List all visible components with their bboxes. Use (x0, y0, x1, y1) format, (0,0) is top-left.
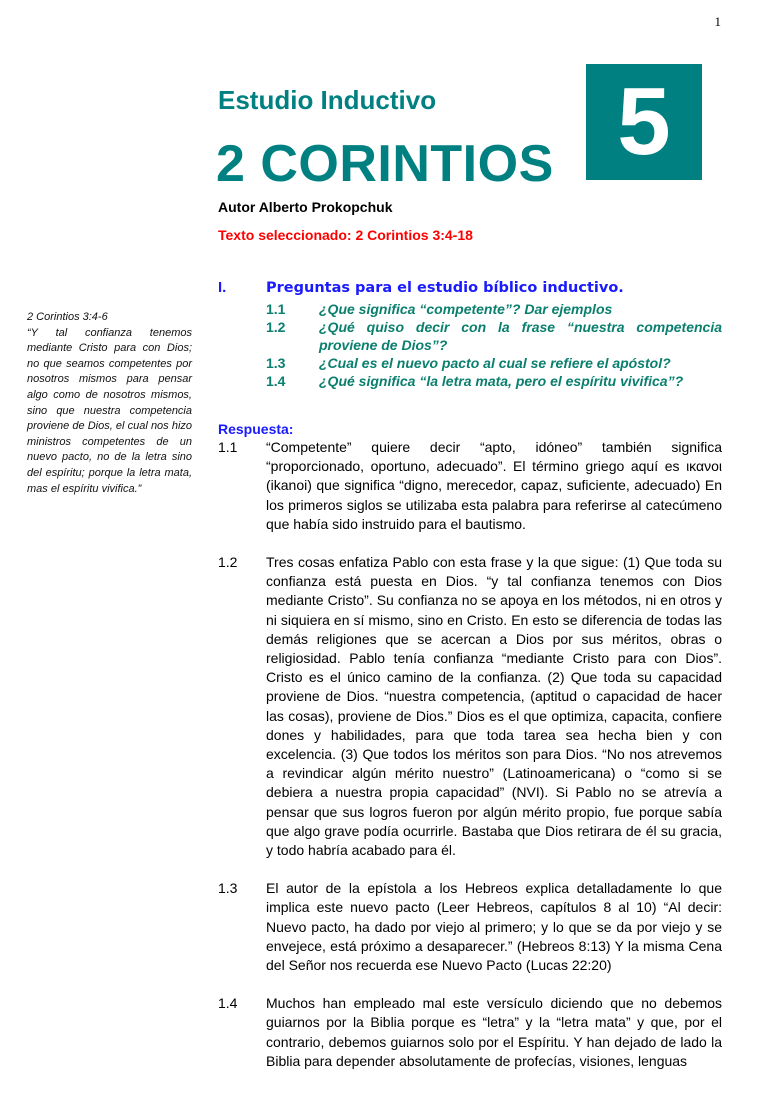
page-number: 1 (714, 14, 721, 29)
sidebar-quote-text: “Y tal confianza tenemos mediante Cristo para con Dios; no que seamos competentes por nosotros mismos para pensar algo como de nosotros mismos, sino que nuestra competencia proviene de Dios, el cual nos hizo ministros competentes de un nuevo pacto, no de la letra sino del espíritu; porque la letra mata, mas el espíritu vivifica.” (27, 326, 192, 495)
question-number: 1.2 (266, 319, 286, 335)
section-header (218, 278, 722, 298)
answer-item (218, 994, 722, 1071)
question-number: 1.3 (266, 355, 286, 371)
lesson-number-badge (586, 64, 702, 180)
question-text: ¿Que significa “competente”? Dar ejemplos (319, 301, 613, 317)
answer-item (218, 879, 722, 975)
question-number: 1.1 (266, 301, 286, 317)
section-number: I. (218, 279, 227, 296)
question-item (266, 318, 722, 354)
question-item (266, 300, 722, 318)
question-item (266, 354, 722, 372)
main-column (218, 278, 722, 1110)
answers-label: Respuesta: (218, 421, 294, 437)
lesson-number: 5 (617, 68, 671, 175)
answer-paragraph: El autor de la epístola a los Hebreos explica detalladamente lo que implica este nuevo pacto (Leer Hebreos, capítulos 8 al 10) “Al decir: Nuevo pacto, ha dado por viejo al primero; y lo que se da por viejo y se envejece, está próximo a desaparecer.” (Hebreos 8:13) Y la misma Cena del Señor nos recuerda ese Nuevo Pacto (Lucas 22:20) (266, 880, 722, 974)
answer-paragraph: Tres cosas enfatiza Pablo con esta frase y la que sigue: (1) Que toda su confianza está puesta en Dios. “y tal confianza tenemos con Dios mediante Cristo”. Su confianza no se apoya en los métodos, ni en otros y ni siquiera en sí mismo, sino en Cristo. En esto se diferencia de todas las demás religiones que se acercan a Dios por sus méritos, obras o religiosidad. Pablo tenía confianza “mediante Cristo para con Dios”. Cristo es el único camino de la confianza. (2) Que toda su capacidad proviene de Dios. “nuestra competencia, (aptitud o capacidad de hacer las cosas), proviene de Dios.” Dios es el que optimiza, capacita, confiere dones y habilidades, para que toda tarea sea hecha bien y con excelencia. (3) Que todos los méritos son para Dios. “No nos atrevemos a revindicar algún mérito nuestro” (Latinoamericana) o “como si se debiera a nuestra propia capacidad” (NVI). Si Pablo no se atrevía a pensar que sus logros fueron por algún mérito propio, fue porque sabía que algo grave podía ocurrirle. Bastaba que Dios retirara de él su gracia, y todo habría acabado para él. (266, 554, 722, 859)
answer-paragraph: Muchos han empleado mal este versículo diciendo que no debemos guiarnos por la Biblia porque es “letra” y la “letra mata” y que, por el contrario, debemos guiarnos solo por el Espíritu. Y han dejado de lado la Biblia para depender absolutamente de profecías, visiones, lenguas (266, 995, 722, 1069)
selected-text-reference: Texto seleccionado: 2 Corintios 3:4-18 (218, 227, 473, 243)
question-item (266, 372, 722, 390)
answer-number: 1.1 (218, 439, 238, 455)
answer-item (218, 553, 722, 860)
question-number: 1.4 (266, 373, 286, 389)
answer-item (218, 438, 722, 534)
sidebar-quote (27, 310, 192, 497)
question-text: ¿Qué significa “la letra mata, pero el espíritu vivifica”? (319, 373, 684, 389)
answer-number: 1.4 (218, 995, 238, 1012)
answer-number: 1.2 (218, 554, 238, 571)
section-heading: Preguntas para el estudio bíblico inductivo. (266, 280, 624, 296)
question-text: ¿Qué quiso decir con la frase “nuestra competencia proviene de Dios”? (319, 319, 722, 353)
question-text: ¿Cual es el nuevo pacto al cual se refiere el apóstol? (319, 355, 671, 371)
sidebar-reference: 2 Corintios 3:4-6 (27, 311, 108, 323)
author-line: Autor Alberto Prokopchuk (218, 199, 393, 215)
question-list (266, 300, 722, 390)
book-title: 2 CORINTIOS (216, 135, 554, 193)
answer-number: 1.3 (218, 880, 238, 897)
study-subtitle: Estudio Inductivo (218, 85, 437, 115)
answer-paragraph: “Competente” quiere decir “apto, idóneo” también significa “proporcionado, oportuno, adecuado”. El término griego aquí es ικανοι (ikanoi) que significa “digno, merecedor, capaz, suficiente, adecuado) En los primeros siglos se utilizaba esta palabra para referirse al catecúmeno que había sido instruido para el bautismo. (266, 439, 722, 532)
